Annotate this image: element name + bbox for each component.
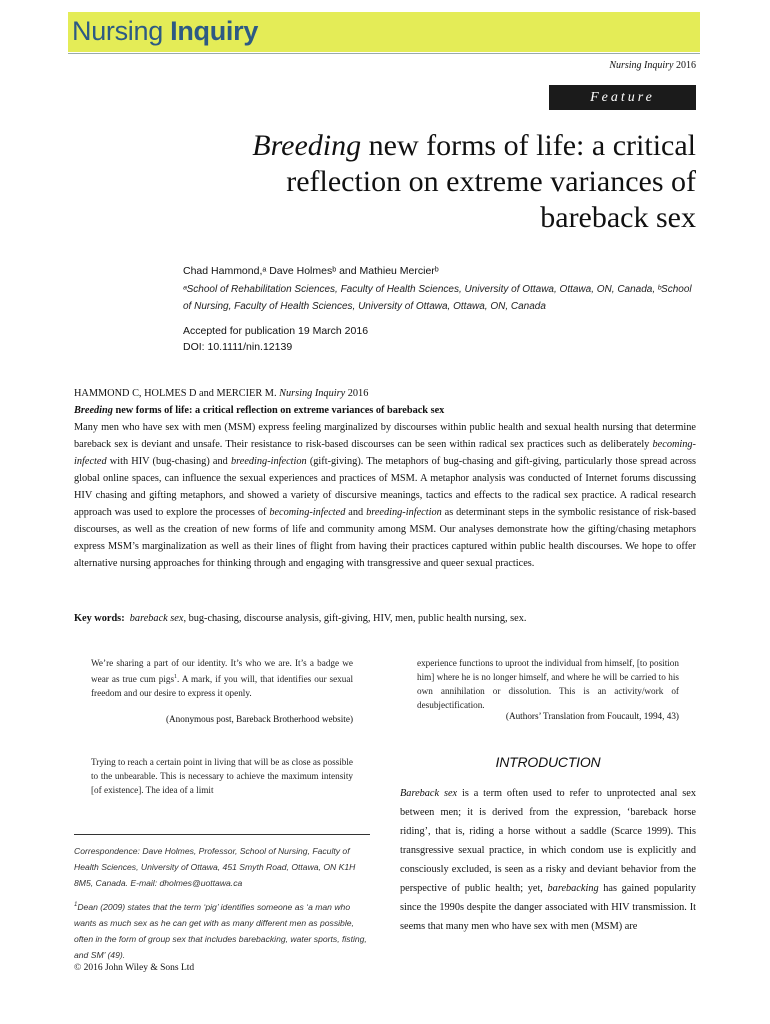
quote-text: . A mark, if you will, that identifies our sexual freedom and our desire to express it openly. (91, 674, 354, 699)
title-italic-word: Breeding (252, 129, 362, 162)
abstract-term: breeding-infection (366, 507, 442, 518)
abstract-title-rest: new forms of life: a critical reflection on extreme variances of bareback sex (115, 405, 445, 416)
introduction-heading: INTRODUCTION (495, 754, 601, 770)
quote-footnote-marker: 1 (174, 674, 178, 680)
introduction-body (400, 784, 696, 936)
keyword-first: bareback sex (129, 613, 184, 624)
keywords-rest: , bug-chasing, discourse analysis, gift-giving, HIV, men, public health nursing, sex. (183, 613, 527, 624)
citation-year: 2016 (347, 388, 369, 399)
header-rule (68, 53, 700, 54)
keywords-label: Key words: (74, 613, 125, 624)
abstract-title-italic: Breeding (74, 405, 113, 416)
footnote-text: Dean (2009) states that the term ‘pig’ identifies someone as ‘a man who wants as much sex as he can get with as many different men as possible, often in the form of group sex that includes barebacking, water sports, fisting, and SM’ (49). (74, 901, 367, 960)
journal-name: Nursing Inquiry (609, 60, 674, 71)
abstract-body (74, 419, 696, 572)
intro-term: Bareback sex (400, 788, 458, 799)
publication-info (183, 323, 368, 355)
authors: Chad Hammond,ᵃ Dave Holmesᵇ and Mathieu Mercierᵇ (183, 265, 439, 277)
accepted-date: Accepted for publication 19 March 2016 (183, 325, 369, 337)
footnote-1 (74, 897, 370, 963)
epigraph-attribution-1: (Anonymous post, Bareback Brotherhood website) (165, 714, 353, 724)
epigraph-quote-2-start: Trying to reach a certain point in living that will be as close as possible to the unbearable. This is necessary to achieve the maximum intensity [of existence]. The idea of a limit (91, 757, 353, 795)
abstract-title (74, 402, 696, 419)
footnote-rule (74, 834, 370, 835)
abstract-term: breeding-infection (230, 456, 307, 467)
intro-text: has gained popularity since the 1990s despite the danger associated with HIV transmission. It seems that many men who have sex with men (MSM) are (400, 883, 697, 932)
abstract-citation (74, 385, 696, 402)
abstract-text: (gift-giving). The metaphors of bug-chasing and gift-giving, particularly those spread across global online spaces, can influence the sexual experiences and practices of MSM. A metaphor analysis was conducted of Internet forums discussing HIV chasing and gifting metaphors, and showed a variety of discursive meanings, tactics and effects to the radical sex practice. A radical research approach was used to explore the processes of (74, 456, 697, 518)
feature-label: Feature (549, 85, 696, 110)
abstract (74, 385, 696, 572)
article-title (150, 128, 696, 236)
abstract-term: becoming-infected (74, 439, 696, 467)
epigraph-attribution-2: (Authors’ Translation from Foucault, 1994, 43) (505, 711, 679, 721)
title-line2: reflection on extreme variances of (286, 165, 696, 198)
intro-term: barebacking (547, 883, 599, 894)
correspondence: Correspondence: Dave Holmes, Professor, School of Nursing, Faculty of Health Sciences, University of Ottawa, 451 Smyth Road, Ottawa, ON K1H 8M5, Canada. E-mail: dholmes@uottawa.ca (74, 846, 356, 888)
journal-year: 2016 (676, 60, 696, 71)
journal-citation-header (609, 60, 696, 71)
quote-text: We’re sharing a part of our identity. It’s who we are. It’s a badge we wear as true cum pigs (91, 658, 353, 685)
citation-journal: Nursing Inquiry (279, 388, 346, 399)
abstract-text: as determinant steps in the symbolic resistance of risk-based discourses, as well as the creation of new forms of life and community among MSM. Our analyses demonstrate how the gifting/chasing metaphors express MSM’s marginalization as well as their lines of flight from having their practices captured within public health discourses. We hope to offer alternative nursing approaches for thinking through and engaging with transgressive and queer sexual practices. (74, 507, 697, 569)
epigraph-quote-1 (91, 656, 353, 700)
citation-authors: HAMMOND C, HOLMES D and MERCIER M. (74, 388, 277, 399)
abstract-text: Many men who have sex with men (MSM) express feeling marginalized by discourses within public health and sexual health nursing that determine bareback sex is deviant and unsafe. Their resistance to risk-based discourses can be seen within radical sex practices such as deliberately (74, 422, 696, 450)
logo-word-inquiry: Inquiry (170, 16, 259, 46)
abstract-text: and (348, 507, 364, 518)
abstract-text: with HIV (bug-chasing) and (109, 456, 228, 467)
epigraph-quote-2-end: experience functions to uproot the individual from himself, [to position him] where he is no longer himself, and where he will be carried to his own annihilation or dissolution. This is an activity/work of desubjectification. (417, 658, 679, 710)
doi: DOI: 10.1111/nin.12139 (183, 341, 293, 353)
title-line3: bareback sex (540, 201, 696, 234)
keywords (74, 613, 696, 624)
title-line1-rest: new forms of life: a critical (368, 129, 696, 162)
abstract-term: becoming-infected (269, 507, 346, 518)
affiliations: ᵃSchool of Rehabilitation Sciences, Faculty of Health Sciences, University of Ottawa, Ottawa, ON, Canada, ᵇSchool of Nursing, Faculty of Health Sciences, University of Ottawa, Ottawa, ON, Canada (183, 284, 692, 312)
footnote-marker: 1 (74, 902, 78, 908)
logo-word-nursing: Nursing (72, 16, 163, 46)
intro-text: is a term often used to refer to unprotected anal sex between men; it is derived from the expression, ‘bareback horse riding’, that is, riding a horse without a saddle (Scarce 1999). This transgressive sexual practice, in which condom use is explicitly and consciously excluded, is seen as a risky and deviant behavior from the perspective of public health; yet, (400, 788, 696, 894)
copyright: © 2016 John Wiley & Sons Ltd (74, 963, 195, 973)
journal-logo (72, 14, 258, 48)
